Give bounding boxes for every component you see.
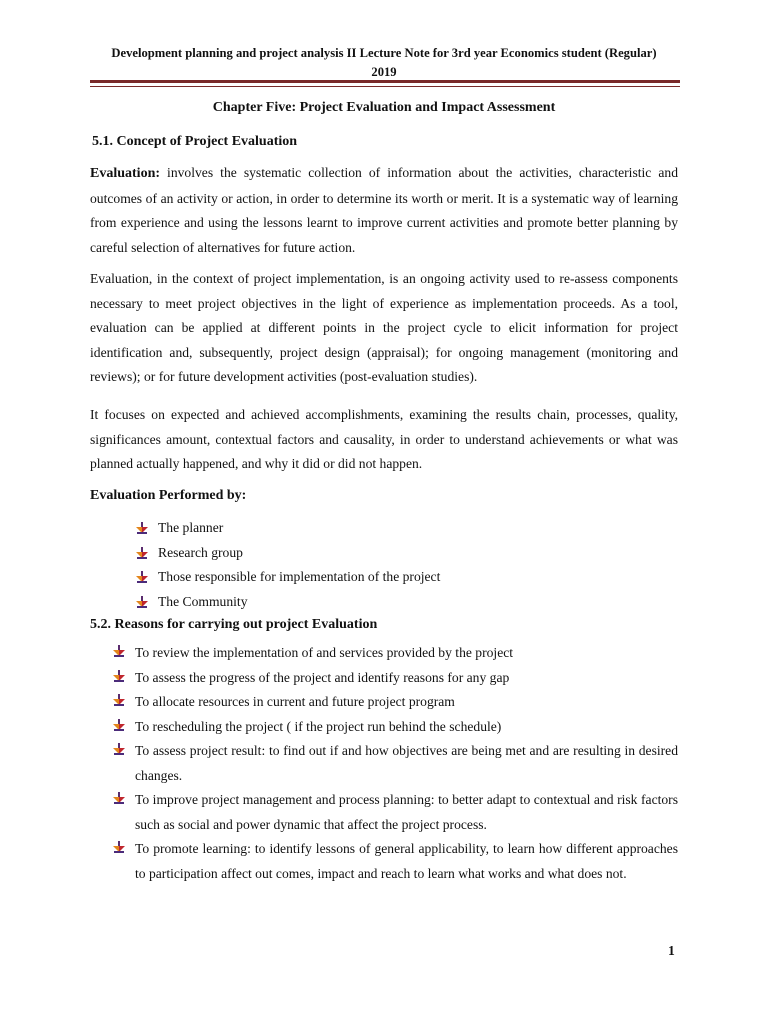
header-rule-thick [90,80,680,83]
evaluation-focus-paragraph: It focuses on expected and achieved accomplishments, examining the results chain, processes, quality, significances amount, contextual factors and causality, in order to understand achievements or what was planned actually happened, and why it did or did not happen. [90,407,678,471]
list-item [135,788,678,837]
arrow-down-bullet-icon [136,571,148,585]
arrow-down-bullet-icon [113,645,125,659]
list-item [135,715,678,740]
page-number: 1 [668,943,675,958]
list-item-text: To improve project management and process planning: to better adapt to contextual and risk factors such as social and power dynamic that affect the project process. [135,792,678,832]
list-item-text: To rescheduling the project ( if the project run behind the schedule) [135,718,502,734]
list-item-text: The planner [158,520,224,535]
running-header-line-2: 2019 [371,65,397,79]
arrow-down-bullet-icon [113,792,125,806]
list-item-text: The Community [158,593,248,609]
list-item-text: To allocate resources in current and future project program [135,694,455,709]
list-item-text: To promote learning: to identify lessons of general applicability, to learn how different approaches to participation affect out comes, impact and reach to learn what works and what does not. [135,841,678,881]
section-5-1-heading: 5.1. Concept of Project Evaluation [92,134,298,149]
list-item [135,837,678,886]
arrow-down-bullet-icon [136,547,148,561]
arrow-down-bullet-icon [113,670,125,684]
section-5-2-heading: 5.2. Reasons for carrying out project Evaluation [90,617,378,632]
list-item [158,592,678,617]
list-item [158,543,678,568]
list-item-text: Those responsible for implementation of the project [158,569,441,585]
list-item [158,518,678,543]
chapter-title: Chapter Five: Project Evaluation and Impact Assessment [212,100,556,115]
list-item-text: To review the implementation of and services provided by the project [135,645,514,660]
definition-text: involves the systematic collection of information about the activities, characteristic and outcomes of an activity or action, in order to determine its worth or merit. It is a systematic way of learning from experience and using the lessons learnt to improve current activities and promote better planning by careful selection of alternatives for future action. [90,165,678,255]
arrow-down-bullet-icon [113,841,125,855]
running-header-line-1: Development planning and project analysis II Lecture Note for 3rd year Economics student (Regular) [111,46,657,60]
header-rule-thin [90,86,680,87]
arrow-down-bullet-icon [136,522,148,536]
performed-by-list [158,518,678,616]
list-item-text: Research group [158,544,243,560]
list-item [135,739,678,788]
list-item [135,641,678,666]
list-item [135,690,678,715]
definition-term: Evaluation: [90,166,161,181]
list-item [158,567,678,592]
arrow-down-bullet-icon [113,743,125,757]
arrow-down-bullet-icon [113,694,125,708]
list-item-text: To assess the progress of the project and identify reasons for any gap [135,669,510,685]
reasons-list [135,641,678,886]
list-item-text: To assess project result: to find out if and how objectives are being met and are resulting in desired changes. [135,743,678,783]
running-header [90,44,678,82]
arrow-down-bullet-icon [113,719,125,733]
arrow-down-bullet-icon [136,596,148,610]
evaluation-context-paragraph: Evaluation, in the context of project implementation, is an ongoing activity used to re-assess components necessary to meet project objectives in the light of experience as implementation proceeds. As a tool, evaluation can be applied at different points in the project cycle to elicit information for project identification and, subsequently, project design (appraisal); for ongoing management (monitoring and reviews); or for future development activities (post-evaluation studies). [90,271,678,384]
evaluation-definition-paragraph [90,161,678,260]
performed-by-heading: Evaluation Performed by: [90,488,247,503]
list-item [135,666,678,691]
